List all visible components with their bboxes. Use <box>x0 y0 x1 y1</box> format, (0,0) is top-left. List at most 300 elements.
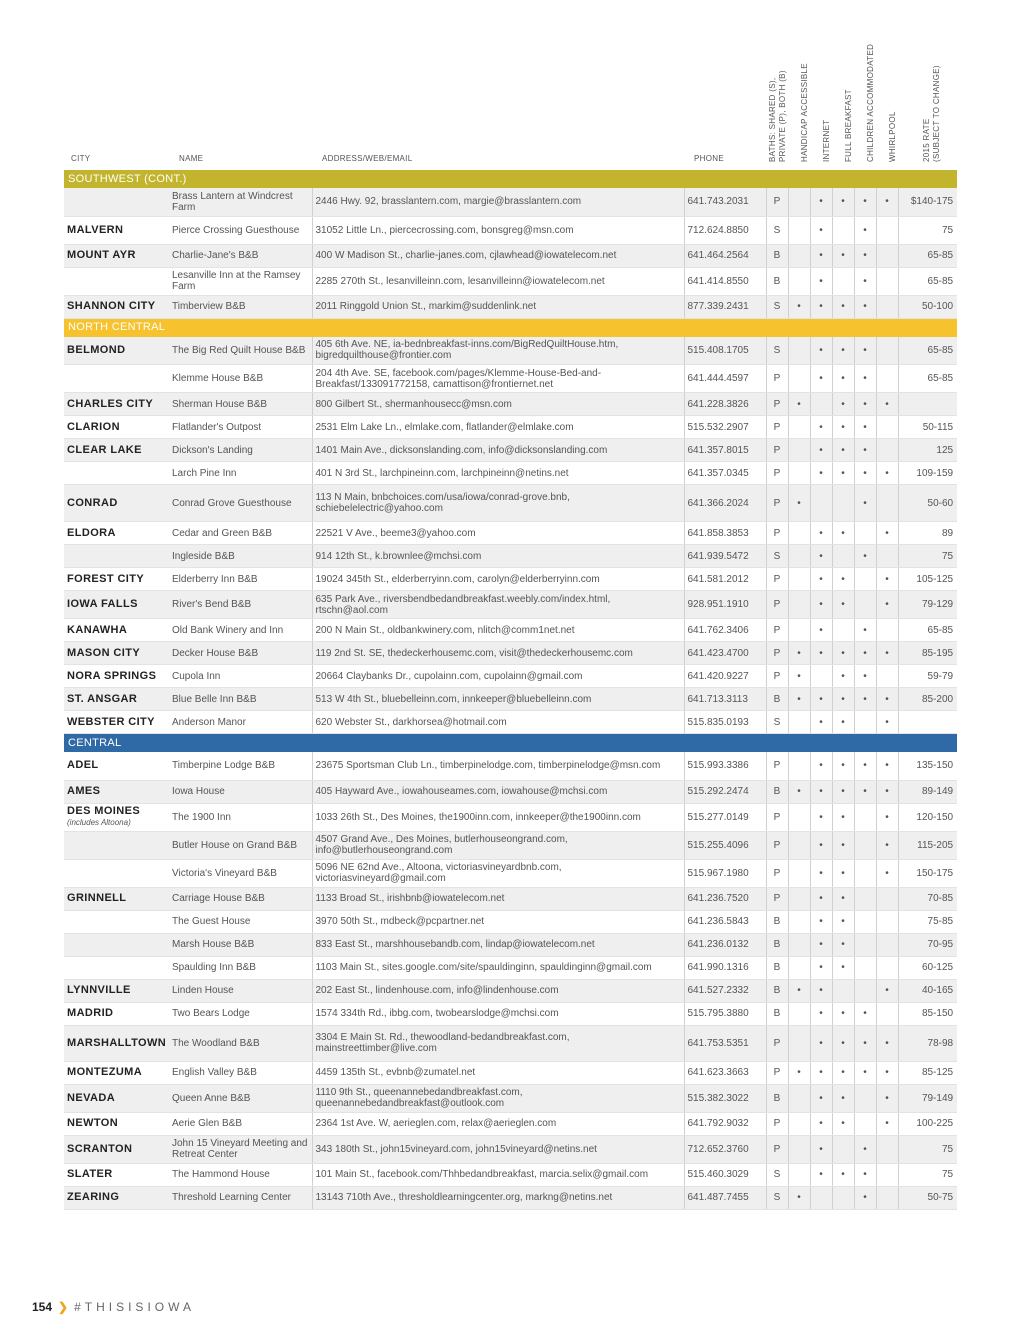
internet-flag: • <box>810 1002 832 1025</box>
rate-value: 125 <box>898 439 957 462</box>
phone-number: 641.487.7455 <box>684 1186 766 1209</box>
city-cell <box>64 831 169 859</box>
breakfast-flag: • <box>832 393 854 416</box>
section-title: NORTH CENTRAL <box>64 318 957 337</box>
page-footer <box>32 1300 195 1314</box>
breakfast-flag <box>832 979 854 1002</box>
column-header-phone: PHONE <box>694 154 724 163</box>
children-flag <box>854 910 876 933</box>
children-flag: • <box>854 439 876 462</box>
address-web-email: 19024 345th St., elderberryinn.com, carolyn@elderberryinn.com <box>312 568 684 591</box>
phone-number: 641.236.5843 <box>684 910 766 933</box>
breakfast-flag: • <box>832 859 854 887</box>
internet-flag: • <box>810 619 832 642</box>
table-row <box>64 439 957 462</box>
lodging-name: Cedar and Green B&B <box>169 522 312 545</box>
address-web-email: 914 12th St., k.brownlee@mchsi.com <box>312 545 684 568</box>
lodging-name: Elderberry Inn B&B <box>169 568 312 591</box>
hashtag: #THISISIOWA <box>74 1300 195 1314</box>
internet-flag: • <box>810 859 832 887</box>
address-web-email: 800 Gilbert St., shermanhousecc@msn.com <box>312 393 684 416</box>
lodging-name: The Big Red Quilt House B&B <box>169 337 312 365</box>
section-header <box>64 734 957 753</box>
whirlpool-flag <box>876 267 898 295</box>
children-flag: • <box>854 244 876 267</box>
phone-number: 515.292.2474 <box>684 780 766 803</box>
whirlpool-flag <box>876 1002 898 1025</box>
children-flag: • <box>854 665 876 688</box>
children-flag: • <box>854 416 876 439</box>
breakfast-flag: • <box>832 439 854 462</box>
city-name: WEBSTER CITY <box>67 715 155 728</box>
city-name: CLARION <box>67 420 120 433</box>
city-name: MADRID <box>67 1007 114 1019</box>
internet-flag <box>810 665 832 688</box>
baths-code: P <box>766 188 788 216</box>
breakfast-flag: • <box>832 752 854 780</box>
city-cell <box>64 688 169 711</box>
city-cell <box>64 1084 169 1112</box>
internet-flag: • <box>810 188 832 216</box>
city-note: (includes Altoona) <box>67 818 131 827</box>
table-row <box>64 337 957 365</box>
whirlpool-flag: • <box>876 859 898 887</box>
phone-number: 641.236.7520 <box>684 887 766 910</box>
children-flag: • <box>854 462 876 485</box>
phone-number: 641.792.9032 <box>684 1112 766 1135</box>
breakfast-flag: • <box>832 416 854 439</box>
lodging-name: Lesanville Inn at the Ramsey Farm <box>169 267 312 295</box>
handicap-flag: • <box>788 642 810 665</box>
handicap-flag <box>788 462 810 485</box>
address-web-email: 401 N 3rd St., larchpineinn.com, larchpineinn@netins.net <box>312 462 684 485</box>
handicap-flag <box>788 752 810 780</box>
rate-value: 50-100 <box>898 295 957 318</box>
table-row <box>64 1084 957 1112</box>
rate-value: 85-200 <box>898 688 957 711</box>
children-flag: • <box>854 688 876 711</box>
rate-value: 70-95 <box>898 933 957 956</box>
address-web-email: 1574 334th Rd., ibbg.com, twobearslodge@mchsi.com <box>312 1002 684 1025</box>
whirlpool-flag: • <box>876 568 898 591</box>
city-cell <box>64 1112 169 1135</box>
handicap-flag <box>788 267 810 295</box>
baths-code: P <box>766 393 788 416</box>
rate-value: 65-85 <box>898 619 957 642</box>
baths-code: P <box>766 1112 788 1135</box>
baths-code: S <box>766 1163 788 1186</box>
baths-code: S <box>766 1186 788 1209</box>
city-cell <box>64 642 169 665</box>
rate-value: 50-60 <box>898 485 957 522</box>
rate-value: 79-149 <box>898 1084 957 1112</box>
lodging-name: Queen Anne B&B <box>169 1084 312 1112</box>
table-row <box>64 1061 957 1084</box>
internet-flag: • <box>810 1163 832 1186</box>
breakfast-flag: • <box>832 933 854 956</box>
phone-number: 515.795.3880 <box>684 1002 766 1025</box>
whirlpool-flag <box>876 545 898 568</box>
whirlpool-flag <box>876 1163 898 1186</box>
table-row <box>64 1025 957 1061</box>
address-web-email: 343 180th St., john15vineyard.com, john15vineyard@netins.net <box>312 1135 684 1163</box>
table-row <box>64 295 957 318</box>
city-name: CHARLES CITY <box>67 397 154 410</box>
phone-number: 515.993.3386 <box>684 752 766 780</box>
rate-value: 75 <box>898 1163 957 1186</box>
phone-number: 641.753.5351 <box>684 1025 766 1061</box>
city-cell <box>64 887 169 910</box>
table-row <box>64 267 957 295</box>
handicap-flag: • <box>788 295 810 318</box>
whirlpool-flag: • <box>876 711 898 734</box>
phone-number: 641.414.8550 <box>684 267 766 295</box>
table-row <box>64 831 957 859</box>
city-cell <box>64 859 169 887</box>
city-name: MARSHALLTOWN <box>67 1036 167 1049</box>
whirlpool-flag <box>876 887 898 910</box>
internet-flag: • <box>810 545 832 568</box>
address-web-email: 13143 710th Ave., thresholdlearningcenter.org, markng@netins.net <box>312 1186 684 1209</box>
table-row <box>64 956 957 979</box>
internet-flag <box>810 1186 832 1209</box>
children-flag <box>854 1112 876 1135</box>
baths-code: P <box>766 859 788 887</box>
handicap-flag <box>788 545 810 568</box>
whirlpool-flag <box>876 1135 898 1163</box>
children-flag <box>854 522 876 545</box>
city-name: KANAWHA <box>67 623 128 636</box>
whirlpool-flag <box>876 439 898 462</box>
address-web-email: 119 2nd St. SE, thedeckerhousemc.com, visit@thedeckerhousemc.com <box>312 642 684 665</box>
whirlpool-flag: • <box>876 831 898 859</box>
table-row <box>64 216 957 244</box>
lodging-name: Threshold Learning Center <box>169 1186 312 1209</box>
rate-value: 85-125 <box>898 1061 957 1084</box>
handicap-flag: • <box>788 688 810 711</box>
city-name: SHANNON CITY <box>67 300 156 312</box>
internet-flag: • <box>810 295 832 318</box>
breakfast-flag <box>832 1135 854 1163</box>
phone-number: 641.357.8015 <box>684 439 766 462</box>
internet-flag: • <box>810 216 832 244</box>
internet-flag: • <box>810 752 832 780</box>
children-flag: • <box>854 188 876 216</box>
baths-code: P <box>766 462 788 485</box>
internet-flag: • <box>810 337 832 365</box>
phone-number: 712.624.8850 <box>684 216 766 244</box>
lodging-name: Sherman House B&B <box>169 393 312 416</box>
city-name: SLATER <box>67 1168 113 1180</box>
breakfast-flag: • <box>832 568 854 591</box>
lodging-name: Linden House <box>169 979 312 1002</box>
children-flag: • <box>854 267 876 295</box>
children-flag: • <box>854 1025 876 1061</box>
city-name: FOREST CITY <box>67 572 145 585</box>
whirlpool-flag <box>876 485 898 522</box>
lodging-name: English Valley B&B <box>169 1061 312 1084</box>
whirlpool-flag: • <box>876 688 898 711</box>
internet-flag: • <box>810 591 832 619</box>
city-name: DES MOINES <box>67 805 141 817</box>
baths-code: P <box>766 591 788 619</box>
whirlpool-flag: • <box>876 188 898 216</box>
rate-value: 65-85 <box>898 267 957 295</box>
children-flag <box>854 568 876 591</box>
column-header-rate <box>922 65 942 162</box>
city-cell <box>64 462 169 485</box>
whirlpool-flag: • <box>876 393 898 416</box>
whirlpool-flag: • <box>876 1061 898 1084</box>
handicap-flag <box>788 365 810 393</box>
table-row <box>64 244 957 267</box>
internet-flag: • <box>810 1112 832 1135</box>
whirlpool-flag: • <box>876 1112 898 1135</box>
handicap-flag: • <box>788 485 810 522</box>
phone-number: 641.357.0345 <box>684 462 766 485</box>
internet-flag <box>810 485 832 522</box>
breakfast-flag: • <box>832 462 854 485</box>
breakfast-flag: • <box>832 665 854 688</box>
baths-code: B <box>766 979 788 1002</box>
phone-number: 928.951.1910 <box>684 591 766 619</box>
city-cell <box>64 780 169 803</box>
children-flag <box>854 933 876 956</box>
address-web-email: 2446 Hwy. 92, brasslantern.com, margie@brasslantern.com <box>312 188 684 216</box>
city-cell <box>64 267 169 295</box>
address-web-email: 1110 9th St., queenannebedandbreakfast.com, queenannebedandbreakfast@outlook.com <box>312 1084 684 1112</box>
whirlpool-flag: • <box>876 803 898 831</box>
table-row <box>64 803 957 831</box>
breakfast-flag: • <box>832 337 854 365</box>
address-web-email: 1103 Main St., sites.google.com/site/spauldinginn, spauldinginn@gmail.com <box>312 956 684 979</box>
table-row <box>64 1135 957 1163</box>
baths-code: B <box>766 780 788 803</box>
rate-value: 50-75 <box>898 1186 957 1209</box>
city-name: ST. ANSGAR <box>67 692 138 705</box>
breakfast-flag: • <box>832 591 854 619</box>
baths-code: S <box>766 216 788 244</box>
baths-code: B <box>766 1084 788 1112</box>
city-cell <box>64 752 169 780</box>
column-header-baths-line2: PRIVATE (P), BOTH (B) <box>778 70 787 162</box>
table-row <box>64 780 957 803</box>
rate-value: 85-195 <box>898 642 957 665</box>
rate-value: 65-85 <box>898 337 957 365</box>
breakfast-flag <box>832 1186 854 1209</box>
rate-value: 79-129 <box>898 591 957 619</box>
whirlpool-flag <box>876 665 898 688</box>
breakfast-flag: • <box>832 803 854 831</box>
children-flag: • <box>854 1135 876 1163</box>
baths-code: S <box>766 545 788 568</box>
breakfast-flag: • <box>832 642 854 665</box>
handicap-flag <box>788 216 810 244</box>
phone-number: 641.939.5472 <box>684 545 766 568</box>
internet-flag: • <box>810 910 832 933</box>
breakfast-flag: • <box>832 780 854 803</box>
rate-value: 109-159 <box>898 462 957 485</box>
baths-code: P <box>766 752 788 780</box>
handicap-flag <box>788 244 810 267</box>
internet-flag: • <box>810 439 832 462</box>
children-flag: • <box>854 1186 876 1209</box>
children-flag <box>854 591 876 619</box>
city-name: LYNNVILLE <box>67 984 131 996</box>
phone-number: 641.713.3113 <box>684 688 766 711</box>
column-header-baths-line1: BATHS: SHARED (S), <box>768 77 777 162</box>
baths-code: P <box>766 803 788 831</box>
city-cell <box>64 665 169 688</box>
phone-number: 641.623.3663 <box>684 1061 766 1084</box>
city-name: CONRAD <box>67 496 118 509</box>
handicap-flag <box>788 1084 810 1112</box>
lodging-name: Iowa House <box>169 780 312 803</box>
whirlpool-flag: • <box>876 522 898 545</box>
city-cell <box>64 1163 169 1186</box>
handicap-flag <box>788 711 810 734</box>
lodging-name: John 15 Vineyard Meeting and Retreat Center <box>169 1135 312 1163</box>
phone-number: 641.366.2024 <box>684 485 766 522</box>
internet-flag: • <box>810 642 832 665</box>
lodging-name: Butler House on Grand B&B <box>169 831 312 859</box>
phone-number: 515.382.3022 <box>684 1084 766 1112</box>
city-name: BELMOND <box>67 343 126 356</box>
rate-value: 59-79 <box>898 665 957 688</box>
rate-value: 75 <box>898 1135 957 1163</box>
city-name: AMES <box>67 785 101 797</box>
baths-code: P <box>766 887 788 910</box>
children-flag <box>854 831 876 859</box>
baths-code: B <box>766 956 788 979</box>
breakfast-flag: • <box>832 295 854 318</box>
whirlpool-flag <box>876 1186 898 1209</box>
phone-number: 641.236.0132 <box>684 933 766 956</box>
handicap-flag <box>788 1112 810 1135</box>
city-name: ADEL <box>67 759 99 772</box>
lodging-name: Brass Lantern at Windcrest Farm <box>169 188 312 216</box>
handicap-flag <box>788 1025 810 1061</box>
lodging-name: Conrad Grove Guesthouse <box>169 485 312 522</box>
lodging-name: Charlie-Jane's B&B <box>169 244 312 267</box>
whirlpool-flag <box>876 337 898 365</box>
children-flag: • <box>854 485 876 522</box>
children-flag: • <box>854 619 876 642</box>
internet-flag: • <box>810 365 832 393</box>
table-row <box>64 188 957 216</box>
breakfast-flag <box>832 216 854 244</box>
city-cell <box>64 1061 169 1084</box>
address-web-email: 31052 Little Ln., piercecrossing.com, bonsgreg@msn.com <box>312 216 684 244</box>
handicap-flag <box>788 619 810 642</box>
internet-flag: • <box>810 688 832 711</box>
lodging-name: Old Bank Winery and Inn <box>169 619 312 642</box>
city-cell <box>64 485 169 522</box>
baths-code: B <box>766 933 788 956</box>
city-cell <box>64 188 169 216</box>
breakfast-flag: • <box>832 1112 854 1135</box>
children-flag <box>854 1084 876 1112</box>
handicap-flag: • <box>788 979 810 1002</box>
lodging-name: Pierce Crossing Guesthouse <box>169 216 312 244</box>
internet-flag: • <box>810 780 832 803</box>
address-web-email: 2364 1st Ave. W, aerieglen.com, relax@aerieglen.com <box>312 1112 684 1135</box>
table-row <box>64 910 957 933</box>
breakfast-flag <box>832 485 854 522</box>
rate-value <box>898 711 957 734</box>
city-cell <box>64 956 169 979</box>
table-row <box>64 665 957 688</box>
internet-flag: • <box>810 462 832 485</box>
rate-value: 150-175 <box>898 859 957 887</box>
whirlpool-flag: • <box>876 1084 898 1112</box>
handicap-flag <box>788 439 810 462</box>
children-flag: • <box>854 1002 876 1025</box>
internet-flag: • <box>810 831 832 859</box>
city-cell <box>64 933 169 956</box>
baths-code: B <box>766 910 788 933</box>
baths-code: P <box>766 1135 788 1163</box>
table-row <box>64 522 957 545</box>
lodging-name: Spaulding Inn B&B <box>169 956 312 979</box>
breakfast-flag: • <box>832 910 854 933</box>
whirlpool-flag: • <box>876 462 898 485</box>
city-cell <box>64 337 169 365</box>
whirlpool-flag <box>876 956 898 979</box>
column-header-rate-line1: 2015 RATE <box>922 118 931 162</box>
table-row <box>64 568 957 591</box>
lodging-name: Dickson's Landing <box>169 439 312 462</box>
address-web-email: 113 N Main, bnbchoices.com/usa/iowa/conrad-grove.bnb, schiebelelectric@yahoo.com <box>312 485 684 522</box>
address-web-email: 4507 Grand Ave., Des Moines, butlerhouseongrand.com, info@butlerhouseongrand.com <box>312 831 684 859</box>
city-cell <box>64 711 169 734</box>
whirlpool-flag: • <box>876 591 898 619</box>
table-row <box>64 462 957 485</box>
breakfast-flag: • <box>832 365 854 393</box>
city-name: NORA SPRINGS <box>67 669 157 682</box>
children-flag: • <box>854 393 876 416</box>
table-row <box>64 545 957 568</box>
children-flag: • <box>854 365 876 393</box>
city-name: ELDORA <box>67 526 116 539</box>
handicap-flag <box>788 1163 810 1186</box>
phone-number: 641.581.2012 <box>684 568 766 591</box>
breakfast-flag: • <box>832 688 854 711</box>
city-cell <box>64 1135 169 1163</box>
city-cell <box>64 1025 169 1061</box>
handicap-flag <box>788 416 810 439</box>
baths-code: P <box>766 642 788 665</box>
table-row <box>64 933 957 956</box>
breakfast-flag: • <box>832 1061 854 1084</box>
phone-number: 641.423.4700 <box>684 642 766 665</box>
column-header-city: CITY <box>71 154 91 163</box>
table-row <box>64 1186 957 1209</box>
breakfast-flag: • <box>832 711 854 734</box>
children-flag: • <box>854 295 876 318</box>
baths-code: S <box>766 337 788 365</box>
rate-value: 115-205 <box>898 831 957 859</box>
lodging-name: Larch Pine Inn <box>169 462 312 485</box>
baths-code: P <box>766 416 788 439</box>
lodging-name: Anderson Manor <box>169 711 312 734</box>
handicap-flag <box>788 887 810 910</box>
internet-flag: • <box>810 887 832 910</box>
city-name: NEWTON <box>67 1117 119 1129</box>
baths-code: B <box>766 1002 788 1025</box>
internet-flag: • <box>810 1025 832 1061</box>
handicap-flag: • <box>788 1061 810 1084</box>
